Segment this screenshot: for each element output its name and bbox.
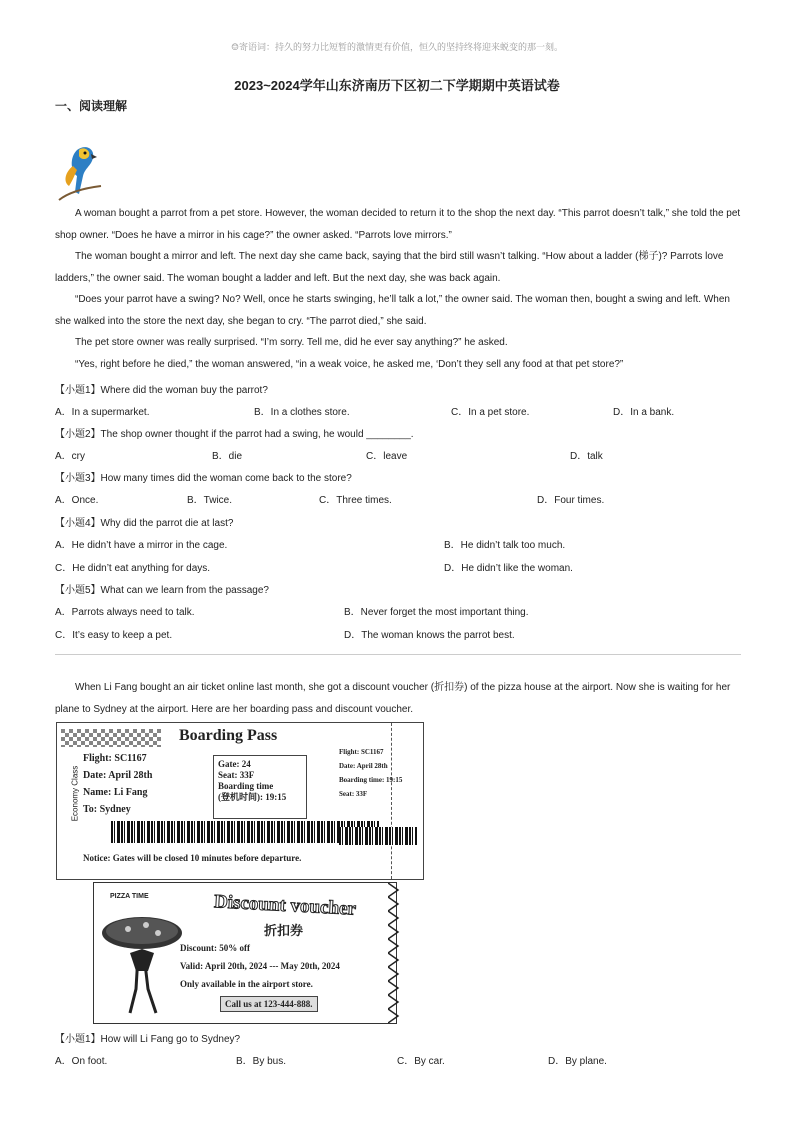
- destination: To: Sydney: [83, 804, 131, 815]
- gate-info-box: [213, 755, 307, 819]
- flight-number: Flight: SC1167: [83, 753, 147, 764]
- stub-seat: Seat: 33F: [339, 790, 368, 798]
- option-b[interactable]: B．Never forget the most important thing.: [344, 607, 529, 618]
- stub-barcode: [339, 827, 417, 845]
- option-c[interactable]: C．It’s easy to keep a pet.: [55, 630, 173, 641]
- passage2-intro: When Li Fang bought an air ticket online last month, she got a discount voucher (折扣券) of the pizza house at the airport. Now she is waiting for her plane to Sydney at the airport. Here are her boarding pass and discount voucher.: [55, 682, 731, 715]
- gate: Gate: 24: [218, 759, 251, 769]
- checkered-flag-icon: [61, 729, 161, 747]
- boarding-pass-title: Boarding Pass: [179, 727, 278, 744]
- option-c[interactable]: C．In a pet store.: [451, 407, 530, 418]
- option-b[interactable]: B．In a clothes store.: [254, 407, 350, 418]
- valid-dates: Valid: April 20th, 2024 --- May 20th, 2024: [180, 961, 340, 971]
- option-c[interactable]: C．By car.: [397, 1056, 445, 1067]
- voucher-subtitle: 折扣券: [264, 923, 304, 938]
- question-stem: 【小题1】How will Li Fang go to Sydney?: [55, 1034, 241, 1045]
- question-stem: 【小题3】How many times did the woman come back to the store?: [55, 473, 352, 484]
- option-a[interactable]: A．In a supermarket.: [55, 407, 150, 418]
- flight-date: Date: April 28th: [83, 770, 153, 781]
- seat: Seat: 33F: [218, 770, 255, 780]
- page-title: 2023~2024学年山东济南历下区初二下学期期中英语试卷: [234, 78, 560, 93]
- boarding-time-label: Boarding time: [218, 781, 274, 791]
- pizza-brand: PIZZA TIME: [110, 893, 149, 900]
- passage1-paragraph: The woman bought a mirror and left. The next day she came back, saying that the bird still wasn’t talking. “How about a ladder (梯子)? Parrots love ladders,” the owner said. The woman bought a ladder and left. But the next day, she was back again.: [55, 251, 724, 284]
- option-a[interactable]: A．Once.: [55, 495, 99, 506]
- question-stem: 【小题2】The shop owner thought if the parrot had a swing, he would ________.: [55, 429, 414, 440]
- option-a[interactable]: A．Parrots always need to talk.: [55, 607, 195, 618]
- discount-amount: Discount: 50% off: [180, 943, 250, 953]
- option-d[interactable]: D．In a bank.: [613, 407, 675, 418]
- gate-notice: Notice: Gates will be closed 10 minutes before departure.: [83, 853, 302, 863]
- availability-note: Only available in the airport store.: [180, 979, 313, 989]
- passage1-paragraph: The pet store owner was really surprised. “I’m sorry. Tell me, did he ever say anything?” he asked.: [75, 337, 508, 348]
- passage1-paragraph: “Does your parrot have a swing? No? Well, once he starts swinging, he’ll talk a lot,” the owner said. The woman then, bought a swing and left. When she walked into the store the next day, she began to cry. “The parrot died,” she said.: [55, 294, 730, 327]
- option-b[interactable]: B．By bus.: [236, 1056, 287, 1067]
- parrot-image: [55, 142, 105, 204]
- option-d[interactable]: D．By plane.: [548, 1056, 607, 1067]
- passenger-name: Name: Li Fang: [83, 787, 148, 798]
- option-d[interactable]: D．The woman knows the parrot best.: [344, 630, 515, 641]
- option-b[interactable]: B．He didn’t talk too much.: [444, 540, 566, 551]
- section-heading: 一、阅读理解: [55, 99, 128, 113]
- option-b[interactable]: B．die: [212, 451, 243, 462]
- stub-date: Date: April 28th: [339, 762, 388, 770]
- stub-boarding-time: Boarding time: 19:15: [339, 776, 403, 784]
- boarding-pass: [56, 722, 424, 880]
- header-motto: ☺寄语词：持久的努力比短暂的激情更有价值，恒久的坚持终将迎来蜕变的那一刻。: [230, 43, 564, 53]
- option-a[interactable]: A．On foot.: [55, 1056, 108, 1067]
- option-d[interactable]: D．Four times.: [537, 495, 605, 506]
- economy-class-label: Economy Class: [70, 765, 80, 822]
- option-d[interactable]: D．He didn’t like the woman.: [444, 563, 573, 574]
- boarding-time: (登机时间): 19:15: [218, 792, 287, 802]
- passage1-paragraph: A woman bought a parrot from a pet store. However, the woman decided to return it to the shop the next day. “This parrot doesn’t talk,” she told the pet shop owner. “Does he have a mirror in his cage?” the owner asked. “Parrots love mirrors.”: [55, 208, 741, 241]
- option-c[interactable]: C．Three times.: [319, 495, 392, 506]
- stub-flight: Flight: SC1167: [339, 748, 384, 756]
- option-a[interactable]: A．cry: [55, 451, 85, 462]
- option-d[interactable]: D．talk: [570, 451, 603, 462]
- passage1-paragraph: “Yes, right before he died,” the woman answered, “in a weak voice, he asked me, ‘Don’t they sell any food at that pet store?”: [75, 359, 624, 370]
- option-b[interactable]: B．Twice.: [187, 495, 233, 506]
- voucher-title: Discount voucher: [213, 891, 357, 920]
- question-stem: 【小题1】Where did the woman buy the parrot?: [55, 385, 268, 396]
- question-stem: 【小题5】What can we learn from the passage?: [55, 585, 269, 596]
- section-divider: [55, 654, 741, 655]
- call-number: Call us at 123-444-888.: [220, 996, 318, 1012]
- option-c[interactable]: C．leave: [366, 451, 408, 462]
- discount-voucher: [93, 882, 397, 1024]
- pizza-chef-icon: [100, 909, 184, 1017]
- question-stem: 【小题4】Why did the parrot die at last?: [55, 518, 234, 529]
- option-a[interactable]: A．He didn’t have a mirror in the cage.: [55, 540, 228, 551]
- zigzag-edge: [388, 883, 404, 1023]
- option-c[interactable]: C．He didn’t eat anything for days.: [55, 563, 211, 574]
